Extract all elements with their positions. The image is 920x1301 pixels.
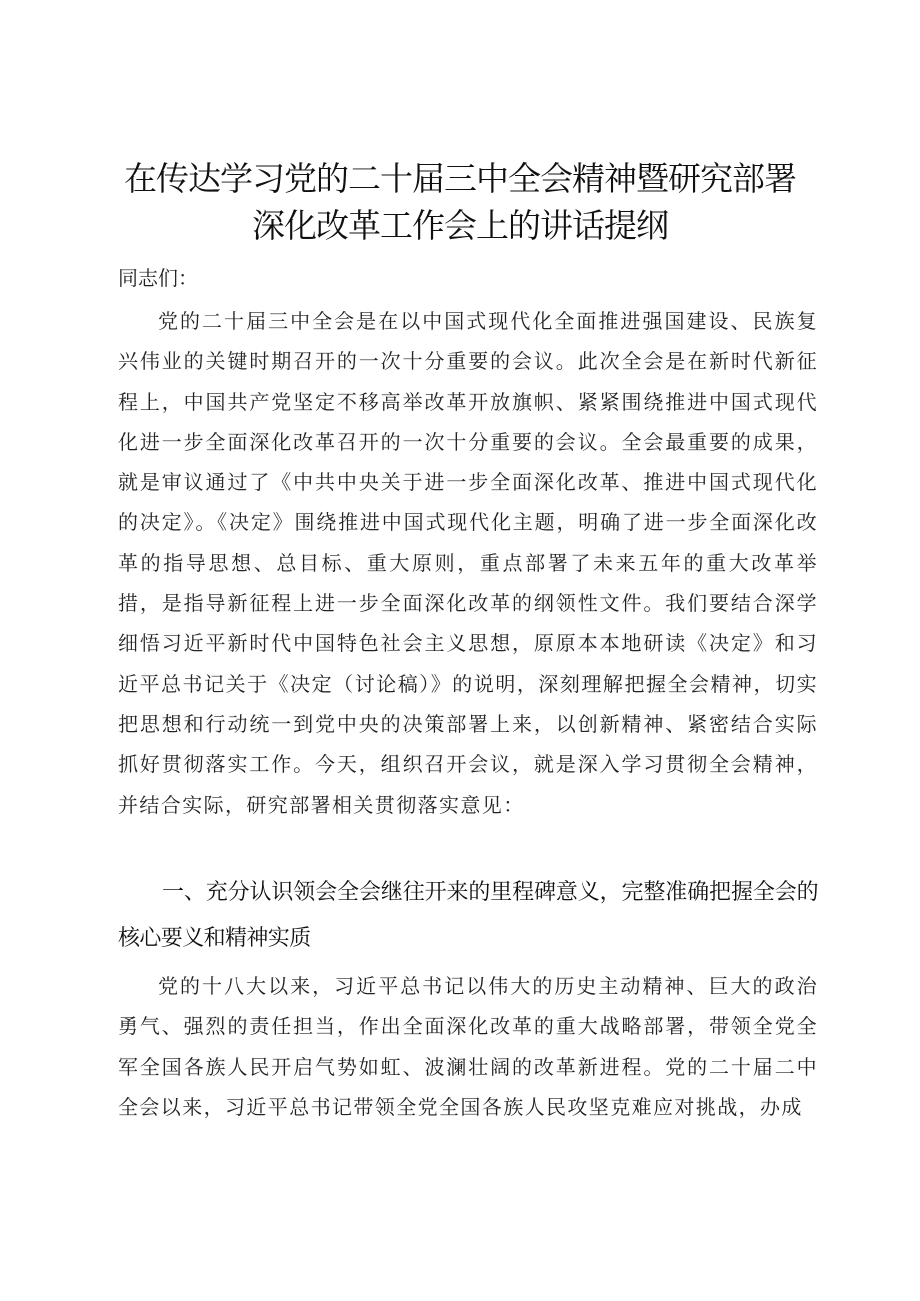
section-heading: 一、充分认识领会全会继往开来的里程碑意义，完整准确把握全会的核心要义和精神实质 bbox=[118, 880, 818, 951]
body-paragraph: 党的十八大以来，习近平总书记以伟大的历史主动精神、巨大的政治勇气、强烈的责任担当，作出全面深化改革的重大战略部署，带领全党全军全国各族人民开启气势如虹、波澜壮阔的改革新进程。党的二十届二中全会以来，习近平总书记带领全党全国各族人民攻坚克难应对挑战，办成 bbox=[118, 974, 818, 1119]
body-paragraph: 党的二十届三中全会是在以中国式现代化全面推进强国建设、民族复兴伟业的关键时期召开的一次十分重要的会议。此次全会是在新时代新征程上，中国共产党坚定不移高举改革开放旗帜、紧紧围绕推进中国式现代化进一步全面深化改革召开的一次十分重要的会议。全会最重要的成果，就是审议通过了《中共中央关于进一步全面深化改革、推进中国式现代化的决定》。《决定》围绕推进中国式现代化主题，明确了进一步全面深化改革的指导思想、总目标、重大原则，重点部署了未来五年的重大改革举措，是指导新征程上进一步全面深化改革的纲领性文件。我们要结合深学细悟习近平新时代中国特色社会主义思想，原原本本地研读《决定》和习近平总书记关于《决定（讨论稿）》的说明，深刻理解把握全会精神，切实把思想和行动统一到党中央的决策部署上来，以创新精神、紧密结合实际抓好贯彻落实工作。今天，组织召开会议，就是深入学习贯彻全会精神，并结合实际，研究部署相关贯彻落实意见： bbox=[118, 309, 818, 817]
salutation: 同志们： bbox=[118, 266, 198, 290]
document-title: 在传达学习党的二十届三中全会精神暨研究部署深化改革工作会上的讲话提纲 bbox=[124, 159, 796, 245]
